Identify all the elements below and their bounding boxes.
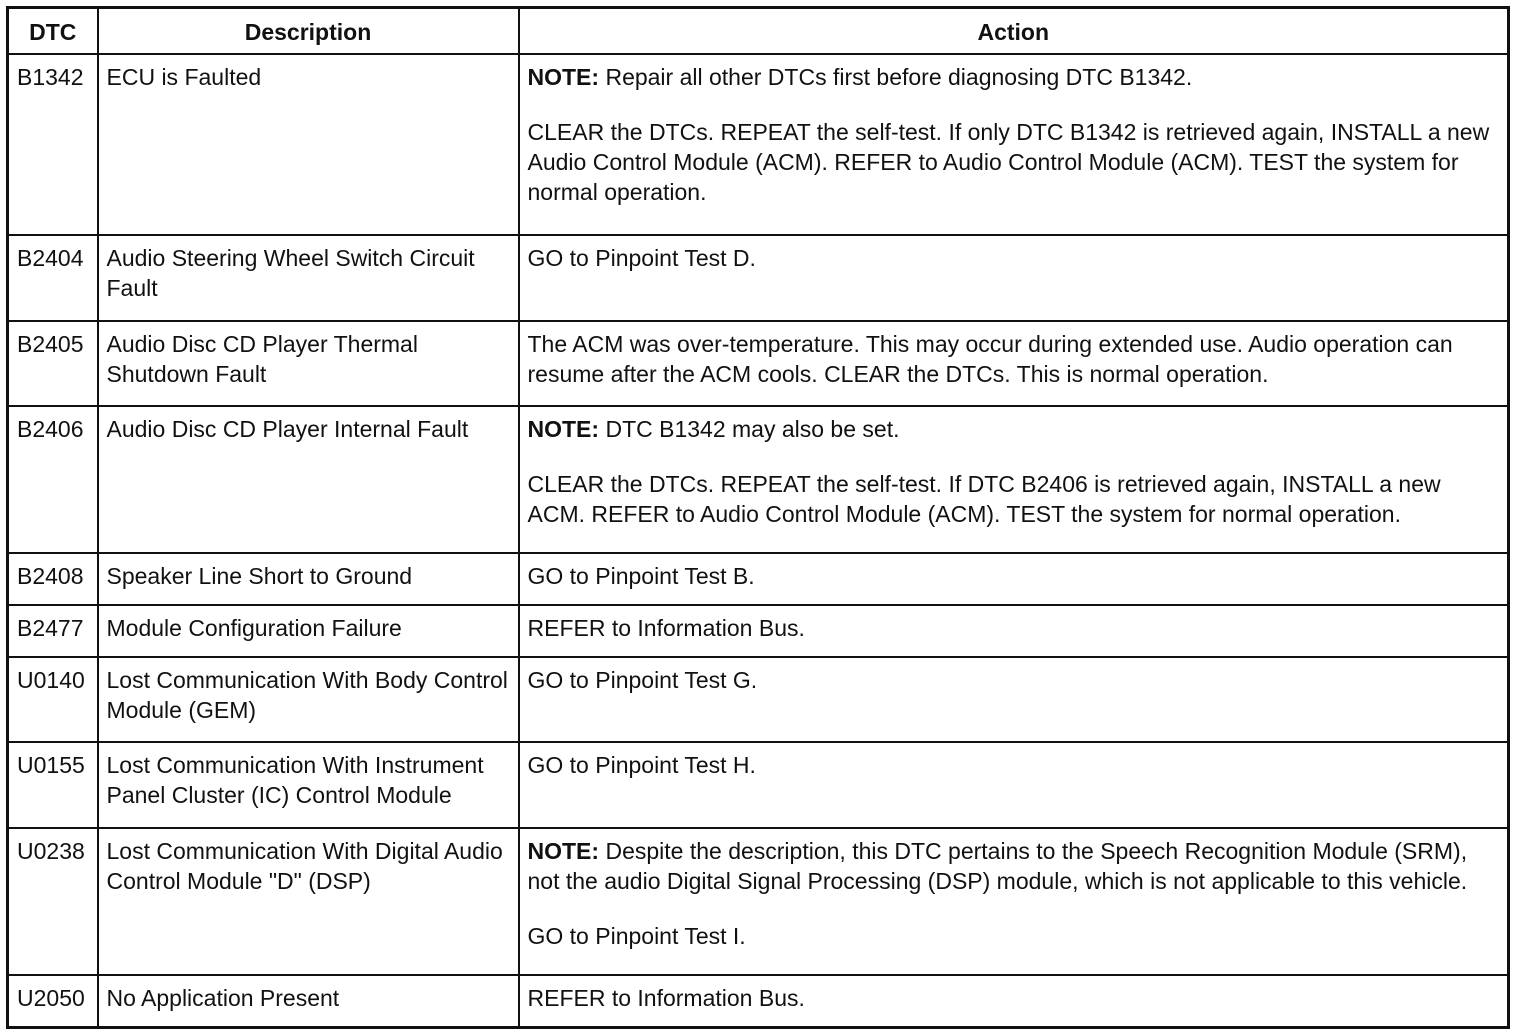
dtc-action-cell <box>519 975 1509 1027</box>
dtc-action-cell <box>519 235 1509 320</box>
header-action: Action <box>519 8 1509 55</box>
action-paragraph <box>528 414 1500 444</box>
action-text: Repair all other DTCs first before diagnosing DTC B1342. <box>599 64 1193 90</box>
dtc-code-cell: U0140 <box>8 657 98 742</box>
action-paragraph <box>528 329 1500 389</box>
action-paragraph <box>528 613 1500 643</box>
action-text: GO to Pinpoint Test H. <box>527 752 756 779</box>
dtc-description-cell: Audio Disc CD Player Thermal Shutdown Fault <box>98 321 519 406</box>
dtc-description-cell: No Application Present <box>98 975 519 1027</box>
action-text: The ACM was over-temperature. This may occur during extended use. Audio operation can resume after the ACM cools. CLEAR the DTCs. This is normal operation. <box>527 330 1453 387</box>
dtc-code-cell: U2050 <box>8 975 98 1027</box>
action-paragraph <box>528 665 1500 695</box>
dtc-table <box>6 6 1510 1029</box>
dtc-code-cell: U0238 <box>8 828 98 975</box>
action-paragraph <box>528 921 1500 951</box>
action-text: REFER to Information Bus. <box>527 615 805 642</box>
action-paragraph <box>528 561 1500 591</box>
dtc-code-cell: B2477 <box>8 605 98 657</box>
action-paragraph <box>528 469 1500 529</box>
action-text: GO to Pinpoint Test G. <box>527 666 758 693</box>
table-row <box>8 828 1509 975</box>
table-row <box>8 54 1509 235</box>
dtc-action-cell <box>519 553 1509 605</box>
dtc-action-cell <box>519 828 1509 975</box>
table-row <box>8 742 1509 827</box>
dtc-description-cell: Lost Communication With Digital Audio Control Module "D" (DSP) <box>98 828 519 975</box>
dtc-code-cell: B2408 <box>8 553 98 605</box>
dtc-description-cell: Module Configuration Failure <box>98 605 519 657</box>
dtc-action-cell <box>519 54 1509 235</box>
table-body <box>8 54 1509 1028</box>
table-row <box>8 406 1509 553</box>
dtc-description-cell: Lost Communication With Body Control Module (GEM) <box>98 657 519 742</box>
dtc-description-cell: Audio Steering Wheel Switch Circuit Fault <box>98 235 519 320</box>
note-label: NOTE: <box>527 64 600 90</box>
table-row <box>8 321 1509 406</box>
table-row <box>8 235 1509 320</box>
action-text: GO to Pinpoint Test I. <box>527 922 746 949</box>
header-dtc: DTC <box>8 8 98 55</box>
dtc-description-cell: Speaker Line Short to Ground <box>98 553 519 605</box>
action-paragraph <box>528 750 1500 780</box>
dtc-action-cell <box>519 321 1509 406</box>
action-text: CLEAR the DTCs. REPEAT the self-test. If only DTC B1342 is retrieved again, INSTALL a new Audio Control Module (ACM). REFER to Audio Control Module (ACM). TEST the system for normal operation. <box>527 119 1490 205</box>
action-text: GO to Pinpoint Test B. <box>527 563 755 590</box>
dtc-code-cell: B2405 <box>8 321 98 406</box>
dtc-code-cell: B1342 <box>8 54 98 235</box>
dtc-description-cell: ECU is Faulted <box>98 54 519 235</box>
header-description: Description <box>98 8 519 55</box>
dtc-code-cell: U0155 <box>8 742 98 827</box>
action-text: REFER to Information Bus. <box>527 985 805 1012</box>
action-paragraph <box>528 62 1500 92</box>
dtc-action-cell <box>519 605 1509 657</box>
dtc-description-cell: Lost Communication With Instrument Panel Cluster (IC) Control Module <box>98 742 519 827</box>
action-paragraph <box>528 983 1500 1013</box>
note-label: NOTE: <box>527 416 600 443</box>
dtc-description-cell: Audio Disc CD Player Internal Fault <box>98 406 519 553</box>
action-paragraph <box>528 836 1500 896</box>
table-row <box>8 605 1509 657</box>
dtc-action-cell <box>519 406 1509 553</box>
table-row <box>8 975 1509 1027</box>
table-row <box>8 553 1509 605</box>
table-row <box>8 657 1509 742</box>
dtc-code-cell: B2404 <box>8 235 98 320</box>
action-text: CLEAR the DTCs. REPEAT the self-test. If DTC B2406 is retrieved again, INSTALL a new ACM. REFER to Audio Control Module (ACM). TEST the system for normal operation. <box>527 471 1441 528</box>
note-label: NOTE: <box>527 837 600 864</box>
action-text: Despite the description, this DTC pertains to the Speech Recognition Module (SRM), not the audio Digital Signal Processing (DSP) module, which is not applicable to this vehicle. <box>527 837 1468 894</box>
dtc-action-cell <box>519 657 1509 742</box>
dtc-code-cell: B2406 <box>8 406 98 553</box>
dtc-action-cell <box>519 742 1509 827</box>
action-text: DTC B1342 may also be set. <box>599 416 900 443</box>
table-header-row <box>8 8 1509 55</box>
action-text: GO to Pinpoint Test D. <box>527 245 756 272</box>
action-paragraph <box>528 117 1500 207</box>
action-paragraph <box>528 243 1500 273</box>
